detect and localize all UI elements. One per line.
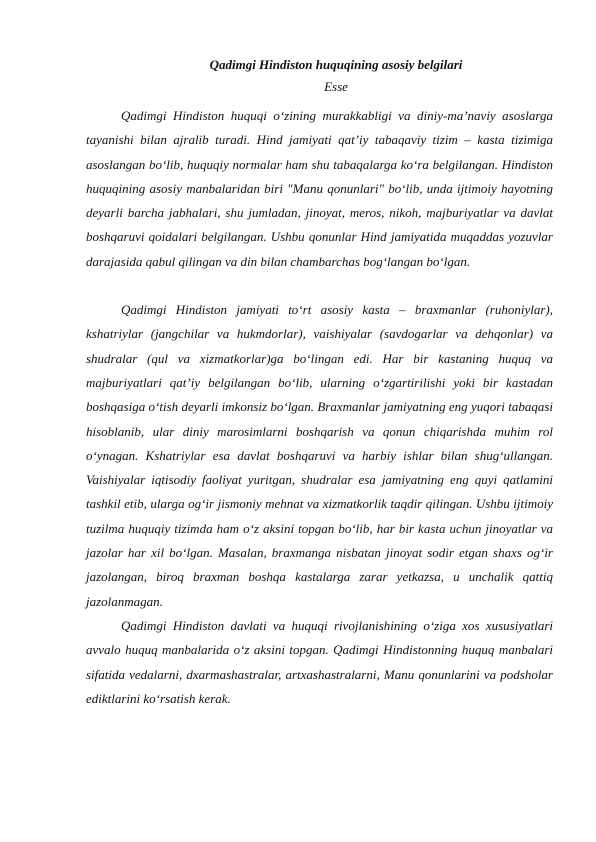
paragraph-3: Qadimgi Hindiston davlati va huquqi rivojlanishining o‘ziga xos xususiyatlari avvalo huquq manbalarida o‘z aksini topgan. Qadimgi Hindistonning huquq manbalari sifatida vedalarni, dxarmashastralar, artxashastralarni, Manu qonunlarini va podsholar ediktlarini ko‘rsatish kerak. [86,617,553,706]
document-title: Qadimgi Hindiston huquqining asosiy belgilari [209,57,463,72]
paragraph-spacer [86,274,553,298]
document-body [86,104,553,711]
paragraph-1: Qadimgi Hindiston huquqi o‘zining murakkabligi va diniy-ma’naviy asoslarga tayanishi bilan ajralib turadi. Hind jamiyati qat’iy tabaqaviy tizim – kasta tizimiga asoslangan bo‘lib, huquqiy normalar ham shu tabaqalarga ko‘ra belgilangan. Hindiston huquqining asosiy manbalaridan biri "Manu qonunlari" bo‘lib, unda ijtimoiy hayotning deyarli barcha jabhalari, shu jumladan, jinoyat, meros, nikoh, majburiyatlar va davlat boshqaruvi qoidalari belgilangan. Ushbu qonunlar Hind jamiyatida muqaddas yozuvlar darajasida qabul qilingan va din bilan chambarchas bog‘langan bo‘lgan. [86,108,553,269]
document-subtitle: Esse [324,79,348,94]
paragraph-2: Qadimgi Hindiston jamiyati to‘rt asosiy kasta – braxmanlar (ruhoniylar), kshatriylar (jangchilar va hukmdorlar), vaishiyalar (savdogarlar va dehqonlar) va shudralar (qul va xizmatkorlar)ga bo‘lingan edi. Har bir kastaning huquq va majburiyatlari qat’iy belgilangan bo‘lib, ularning o‘zgartirilishi yoki bir kastadan boshqasiga o‘tish deyarli imkonsiz bo‘lgan. Braxmanlar jamiyatning eng yuqori tabaqasi hisoblanib, ular diniy marosimlarni boshqarish va qonun chiqarishda muhim rol o‘ynagan. Kshatriylar esa davlat boshqaruvi va harbiy ishlar bilan shug‘ullangan. Vaishiyalar iqtisodiy faoliyat yuritgan, shudralar esa jamiyatning eng quyi qatlamini tashkil etib, ularga og‘ir jismoniy mehnat va xizmatkorlik taqdir qilingan. Ushbu ijtimoiy tuzilma huquqiy tizimda ham o‘z aksini topgan bo‘lib, har bir kasta uchun jinoyatlar va jazolar har xil bo‘lgan. Masalan, braxmanga nisbatan jinoyat sodir etgan shaxs og‘ir jazolangan, biroq braxman boshqa kastalarga zarar yetkazsa, u unchalik qattiq jazolanmagan. [86,302,553,609]
